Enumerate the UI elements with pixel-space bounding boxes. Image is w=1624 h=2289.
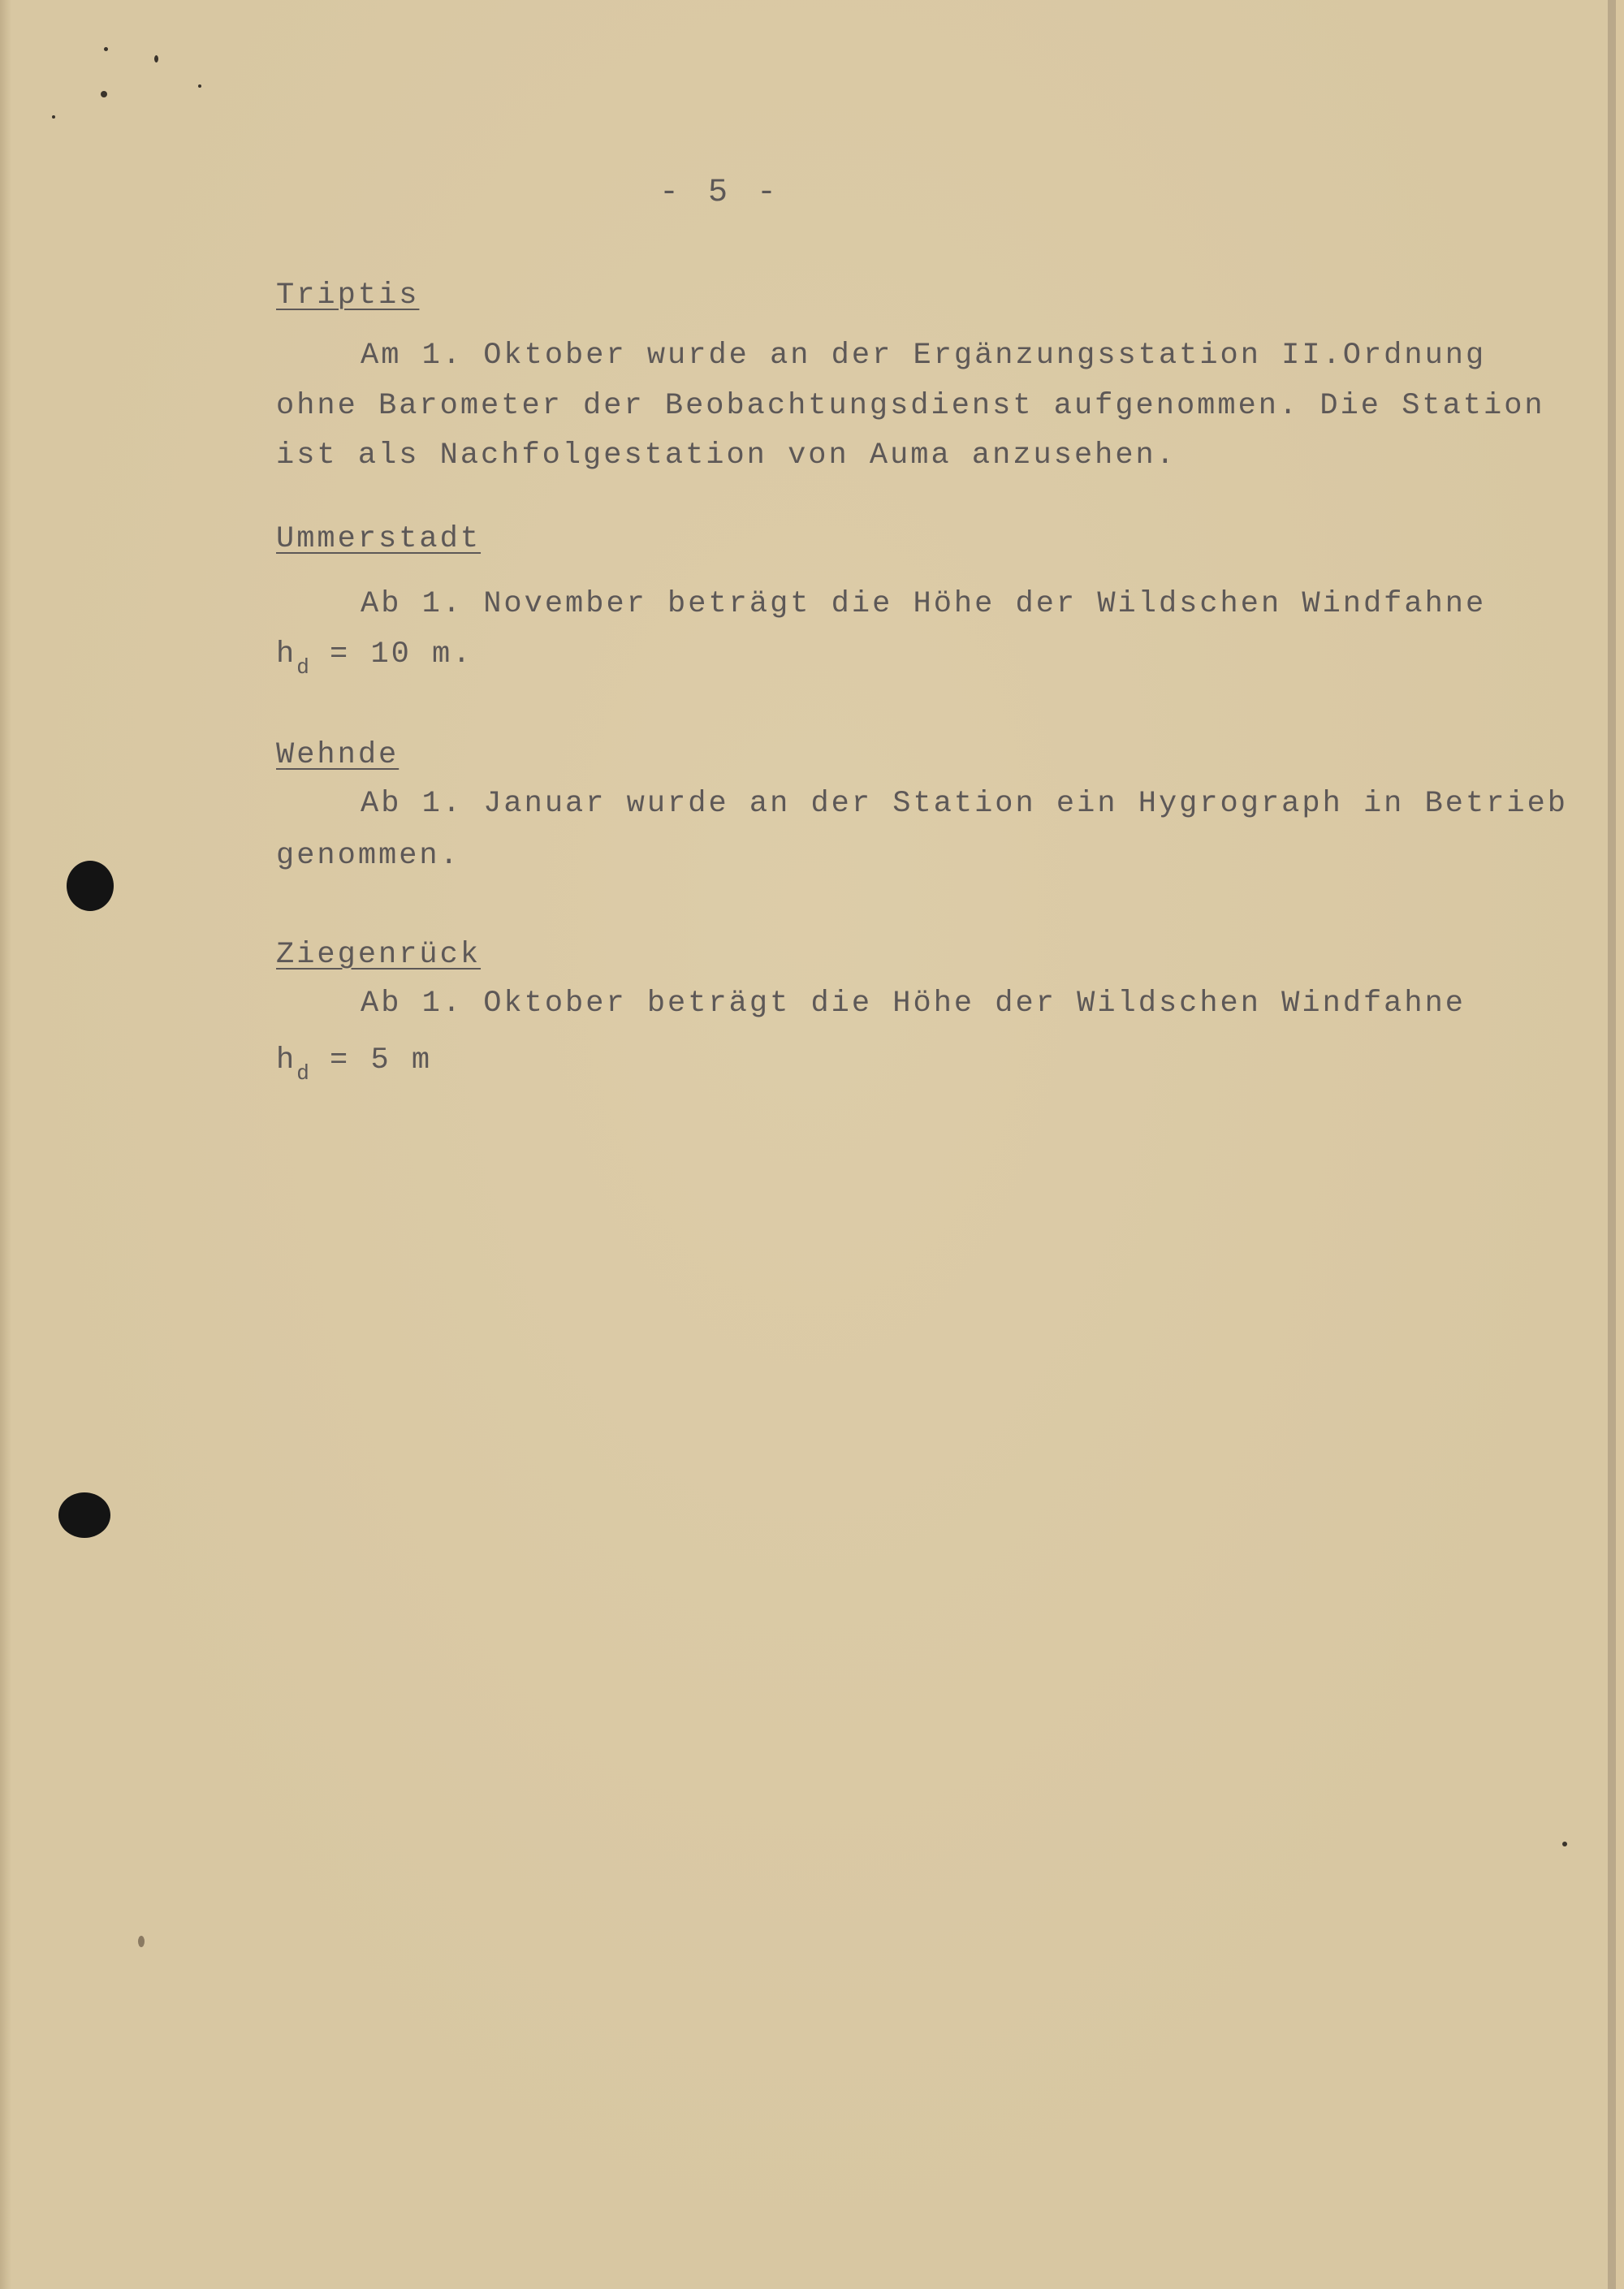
ink-speck <box>198 84 201 88</box>
formula-symbol: h <box>276 637 297 672</box>
formula-line <box>276 637 473 680</box>
formula-symbol: h <box>276 1043 297 1078</box>
paragraph-line: Ab 1. Oktober beträgt die Höhe der Wildschen Windfahne <box>361 987 1466 1021</box>
ink-speck <box>101 91 107 97</box>
formula-subscript: d <box>296 1061 309 1086</box>
section-heading-ummerstadt: Ummerstadt <box>276 522 482 556</box>
paragraph-line: genommen. <box>276 839 460 873</box>
ink-speck <box>52 115 55 119</box>
formula-line <box>276 1043 433 1086</box>
formula-value: = 5 m <box>309 1043 433 1078</box>
formula-value: = 10 m. <box>309 637 473 672</box>
paragraph-line: ist als Nachfolgestation von Auma anzusehen. <box>276 438 1177 473</box>
page-shadow-left <box>0 0 11 2289</box>
section-heading-wehnde: Wehnde <box>276 738 400 772</box>
paragraph-line: Ab 1. November beträgt die Höhe der Wildschen Windfahne <box>361 587 1487 621</box>
formula-subscript: d <box>296 655 309 680</box>
punch-hole-upper <box>67 861 114 911</box>
section-heading-ziegenrueck: Ziegenrück <box>276 938 482 972</box>
ink-speck <box>154 55 158 63</box>
page-number: - 5 - <box>659 175 782 211</box>
punch-hole-lower <box>58 1492 110 1538</box>
paragraph-line: Am 1. Oktober wurde an der Ergänzungsstation II.Ordnung <box>361 339 1487 373</box>
paragraph-line: ohne Barometer der Beobachtungsdienst aufgenommen. Die Station <box>276 389 1545 423</box>
ink-speck <box>1562 1842 1567 1846</box>
page-edge-right <box>1608 0 1616 2289</box>
section-heading-triptis: Triptis <box>276 279 420 313</box>
ink-speck <box>104 47 108 51</box>
ink-speck <box>138 1936 145 1947</box>
paragraph-line: Ab 1. Januar wurde an der Station ein Hygrograph in Betrieb <box>361 787 1569 821</box>
